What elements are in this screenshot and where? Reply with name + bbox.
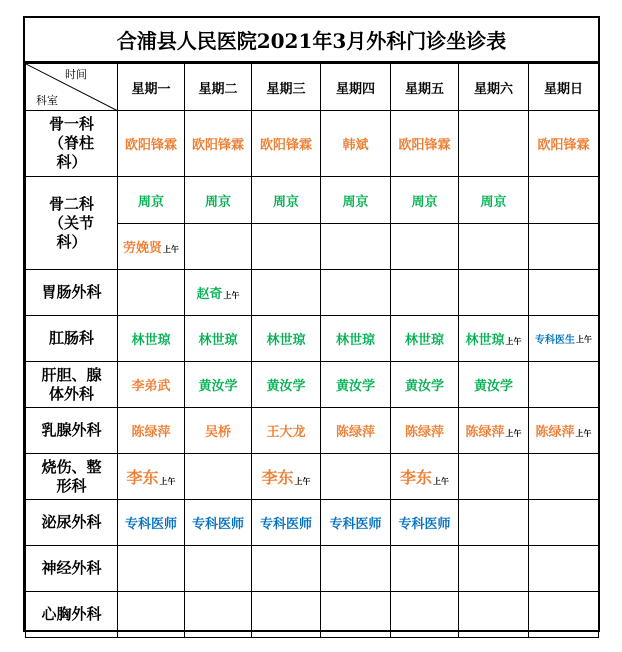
schedule-sheet: [23, 16, 600, 632]
doctor-name: 陈绿萍: [404, 425, 444, 440]
session-tag: 上午: [505, 337, 522, 346]
cell-xin-wed: [252, 592, 321, 638]
day-header-sat: 星期六: [459, 64, 529, 111]
row-gang: [26, 316, 599, 362]
doctor-name: 欧阳锋霖: [398, 138, 451, 153]
session-tag: 上午: [505, 429, 522, 438]
day-header-tue: 星期二: [185, 64, 252, 111]
doctor-name: 陈绿萍: [131, 425, 171, 440]
day-header-mon: 星期一: [118, 64, 185, 111]
cell-gan-wed: [252, 362, 321, 408]
cell-gu1-sun: [529, 111, 599, 177]
doctor-name: 欧阳锋霖: [537, 138, 590, 153]
cell-wei-tue: [185, 270, 252, 316]
doctor-name: 专科医师: [124, 517, 177, 532]
cell-gang-fri: [391, 316, 459, 362]
row-mi: [26, 500, 599, 546]
dept-line: 形科: [56, 476, 87, 495]
cell-gan-sat: [459, 362, 529, 408]
cell-shen-thu: [321, 546, 391, 592]
corner-dept-label: 科室: [36, 94, 58, 107]
cell-gu2-fri: [391, 177, 459, 224]
doctor-name: 黄汝学: [473, 379, 513, 394]
dept-wei: 胃肠外科: [26, 270, 118, 316]
day-header-wed: 星期三: [252, 64, 321, 111]
dept-shao: [26, 454, 118, 500]
cell-gan-thu: [321, 362, 391, 408]
cell-gan-mon: [118, 362, 185, 408]
doctor-name: 欧阳锋霖: [191, 138, 244, 153]
dept-line: （关节: [48, 213, 94, 232]
cell-shao-mon: [118, 454, 185, 500]
cell-wei-thu: [321, 270, 391, 316]
dept-shen: 神经外科: [26, 546, 118, 592]
session-tag: 上午: [223, 291, 240, 300]
doctor-name: 专科医师: [398, 517, 451, 532]
cell-ru-fri: [391, 408, 459, 454]
day-header-thu: 星期四: [321, 64, 391, 111]
doctor-name: 陈绿萍: [335, 425, 375, 440]
doctor-name: 李东: [126, 468, 159, 487]
cell-wei-wed: [252, 270, 321, 316]
cell-wei-sun: [529, 270, 599, 316]
doctor-name: 劳娩贤: [122, 241, 162, 256]
cell-shen-wed: [252, 546, 321, 592]
cell-gu1-wed: [252, 111, 321, 177]
doctor-name: 李东: [399, 468, 432, 487]
doctor-name: 陈绿萍: [535, 425, 575, 440]
cell-shen-tue: [185, 546, 252, 592]
cell-mi-sat: [459, 500, 529, 546]
cell-gan-fri: [391, 362, 459, 408]
doctor-name: 周京: [272, 194, 299, 210]
row-ru: [26, 408, 599, 454]
cell-gu1-tue: [185, 111, 252, 177]
doctor-name: 黄汝学: [198, 379, 238, 394]
row-gu2-a: [26, 177, 599, 224]
day-header-fri: 星期五: [391, 64, 459, 111]
cell-ru-sat: [459, 408, 529, 454]
dept-mi: 泌尿外科: [26, 500, 118, 546]
session-tag: 上午: [433, 477, 449, 486]
dept-line: 体外科: [48, 384, 94, 403]
cell-gu2b-tue: [185, 224, 252, 270]
cell-gu2b-fri: [391, 224, 459, 270]
doctor-name: 赵奇: [196, 287, 223, 302]
cell-shao-sun: [529, 454, 599, 500]
cell-gu2b-wed: [252, 224, 321, 270]
doctor-name: 林世琼: [198, 333, 238, 348]
cell-wei-fri: [391, 270, 459, 316]
cell-gu2-tue: [185, 177, 252, 224]
session-tag: 上午: [159, 477, 176, 486]
cell-gan-tue: [185, 362, 252, 408]
corner-header: [26, 64, 118, 111]
cell-gu2b-sun: [529, 224, 599, 270]
doctor-name: 李弟武: [131, 379, 171, 394]
dept-line: 肝胆、腺: [41, 365, 102, 384]
cell-shao-fri: [391, 454, 459, 500]
dept-line: 科）: [56, 153, 87, 171]
doctor-name: 林世琼: [131, 333, 171, 348]
day-header-sun: 星期日: [529, 64, 599, 111]
cell-gu2b-thu: [321, 224, 391, 270]
doctor-name: 黄汝学: [266, 379, 306, 394]
dept-gu2: [26, 177, 118, 270]
doctor-name: 黄汝学: [335, 379, 375, 394]
cell-gu1-thu: [321, 111, 391, 177]
doctor-name: 吴桥: [204, 425, 231, 440]
cell-gu2-thu: [321, 177, 391, 224]
doctor-name: 周京: [137, 194, 164, 210]
doctor-name: 林世琼: [335, 333, 375, 348]
doctor-name: 王大龙: [266, 425, 306, 440]
cell-mi-fri: [391, 500, 459, 546]
row-gan: [26, 362, 599, 408]
doctor-name: 专科医师: [191, 517, 244, 532]
doctor-name: 林世琼: [266, 333, 306, 348]
doctor-name: 周京: [342, 194, 369, 210]
cell-gu1-mon: [118, 111, 185, 177]
cell-gu2-sun: [529, 177, 599, 224]
dept-line: 科）: [56, 232, 87, 251]
cell-gu1-sat: [459, 111, 529, 177]
dept-gan: [26, 362, 118, 408]
doctor-name: 林世琼: [465, 333, 505, 348]
doctor-name: 周京: [480, 194, 507, 210]
cell-xin-mon: [118, 592, 185, 638]
cell-shao-sat: [459, 454, 529, 500]
cell-ru-sun: [529, 408, 599, 454]
cell-shen-mon: [118, 546, 185, 592]
row-shao: [26, 454, 599, 500]
cell-gan-sun: [529, 362, 599, 408]
cell-shao-tue: [185, 454, 252, 500]
doctor-name: 专科医生: [535, 335, 575, 346]
row-shen: [26, 546, 599, 592]
doctor-name: 欧阳锋霖: [124, 138, 177, 153]
session-tag: 上午: [294, 477, 311, 486]
cell-gu2b-sat: [459, 224, 529, 270]
cell-mi-wed: [252, 500, 321, 546]
row-xin: [26, 592, 599, 638]
cell-shao-wed: [252, 454, 321, 500]
doctor-name: 陈绿萍: [465, 425, 505, 440]
schedule-table: [25, 63, 599, 638]
dept-line: 骨一科: [48, 115, 94, 133]
cell-shao-thu: [321, 454, 391, 500]
dept-line: 骨二科: [48, 194, 94, 213]
doctor-name: 周京: [204, 194, 231, 210]
dept-line: （脊柱: [48, 134, 94, 152]
cell-mi-thu: [321, 500, 391, 546]
dept-line: 烧伤、整: [41, 457, 102, 476]
cell-wei-sat: [459, 270, 529, 316]
cell-ru-wed: [252, 408, 321, 454]
cell-gu2-sat: [459, 177, 529, 224]
cell-xin-fri: [391, 592, 459, 638]
doctor-name: 黄汝学: [404, 379, 444, 394]
cell-gu2-wed: [252, 177, 321, 224]
cell-mi-tue: [185, 500, 252, 546]
cell-mi-sun: [529, 500, 599, 546]
corner-time-label: 时间: [65, 68, 87, 81]
header-row: [26, 64, 599, 111]
session-tag: 上午: [576, 335, 592, 344]
cell-shen-sat: [459, 546, 529, 592]
doctor-name: 李东: [261, 468, 294, 487]
dept-gu1: [26, 111, 118, 177]
cell-gang-sun: [529, 316, 599, 362]
doctor-name: 欧阳锋霖: [259, 138, 312, 153]
cell-ru-mon: [118, 408, 185, 454]
cell-gang-wed: [252, 316, 321, 362]
cell-gu2-mon: [118, 177, 185, 224]
page-title: 合浦县人民医院2021年3月外科门诊坐诊表: [25, 18, 598, 63]
cell-gu1-fri: [391, 111, 459, 177]
dept-xin: 心胸外科: [26, 592, 118, 638]
doctor-name: 专科医师: [259, 517, 312, 532]
doctor-name: 林世琼: [404, 333, 444, 348]
cell-xin-tue: [185, 592, 252, 638]
cell-gang-mon: [118, 316, 185, 362]
session-tag: 上午: [163, 245, 179, 254]
cell-xin-thu: [321, 592, 391, 638]
cell-gang-thu: [321, 316, 391, 362]
row-gu1: [26, 111, 599, 177]
doctor-name: 韩斌: [342, 138, 369, 153]
cell-gu2b-mon: [118, 224, 185, 270]
cell-wei-mon: [118, 270, 185, 316]
row-wei: [26, 270, 599, 316]
cell-gang-sat: [459, 316, 529, 362]
doctor-name: 周京: [411, 194, 438, 210]
dept-ru: 乳腺外科: [26, 408, 118, 454]
cell-xin-sat: [459, 592, 529, 638]
cell-shen-sun: [529, 546, 599, 592]
cell-ru-thu: [321, 408, 391, 454]
cell-mi-mon: [118, 500, 185, 546]
cell-gang-tue: [185, 316, 252, 362]
cell-xin-sun: [529, 592, 599, 638]
cell-shen-fri: [391, 546, 459, 592]
session-tag: 上午: [575, 429, 592, 438]
dept-gang: 肛肠科: [26, 316, 118, 362]
doctor-name: 专科医师: [329, 517, 382, 532]
cell-ru-tue: [185, 408, 252, 454]
